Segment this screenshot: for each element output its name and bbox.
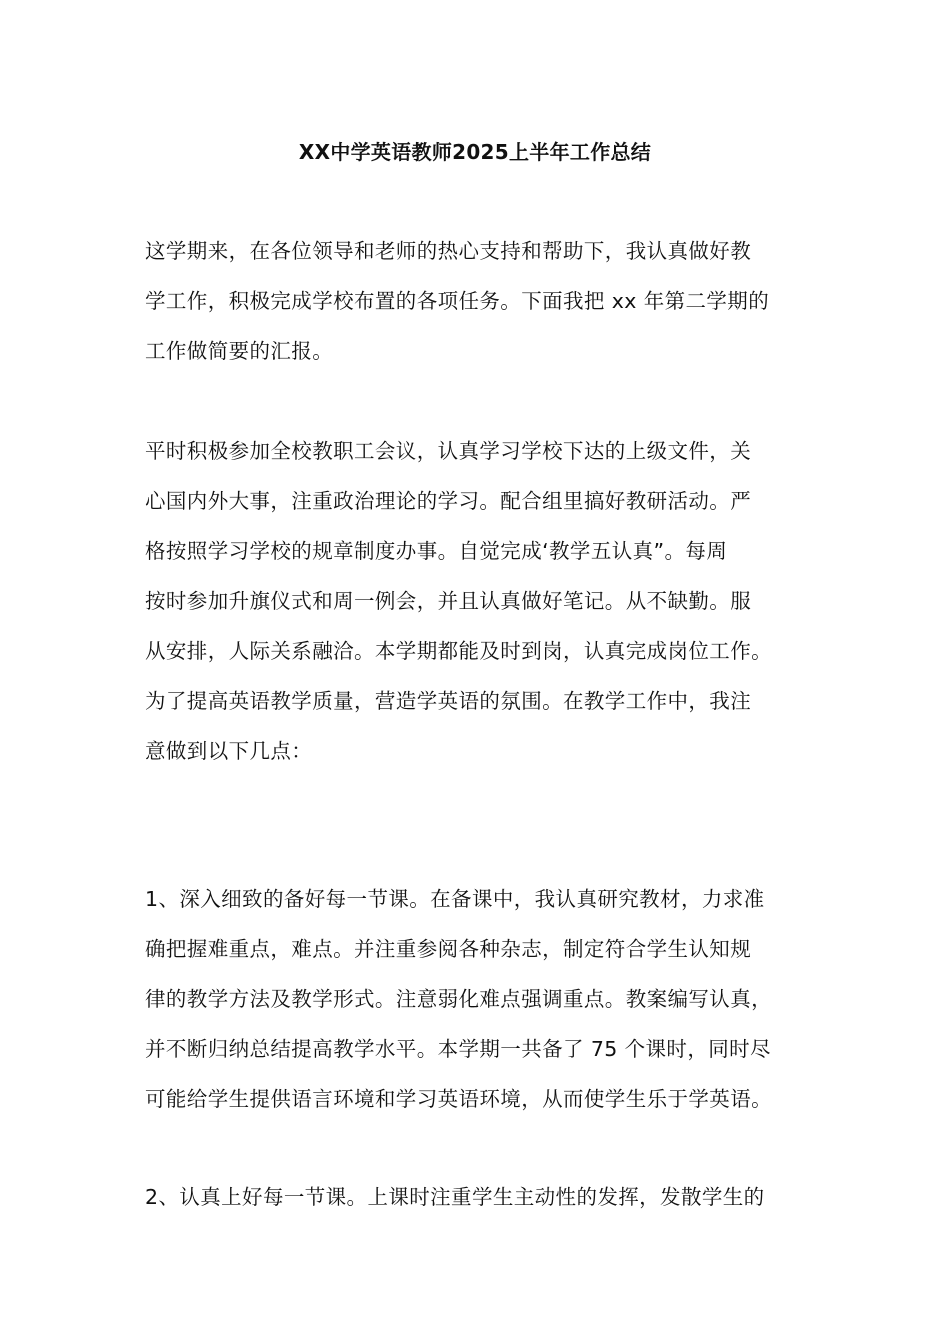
paragraph-line: 律的教学方法及教学形式。注意弱化难点强调重点。教案编写认真，	[145, 987, 772, 1011]
paragraph-teaching-quality	[145, 676, 810, 776]
paragraph-line: 按时参加升旗仪式和周一例会，并且认真做好笔记。从不缺勤。服	[145, 589, 752, 613]
paragraph-line: 2、认真上好每一节课。上课时注重学生主动性的发挥，发散学生的	[145, 1185, 765, 1209]
paragraph-line: 这学期来，在各位领导和老师的热心支持和帮助下，我认真做好教	[145, 239, 752, 263]
document-title: XX中学英语教师2025上半年工作总结	[298, 140, 652, 164]
paragraph-line: 1、深入细致的备好每一节课。在备课中，我认真研究教材，力求准	[145, 887, 765, 911]
paragraph-intro	[145, 226, 810, 376]
paragraph-daily-work	[145, 426, 810, 676]
paragraph-line: 心国内外大事，注重政治理论的学习。配合组里搞好教研活动。严	[145, 489, 752, 513]
paragraph-line: 并不断归纳总结提高教学水平。本学期一共备了 75 个课时，同时尽	[145, 1037, 771, 1061]
paragraph-classes	[145, 1172, 810, 1222]
paragraph-line: 工作做简要的汇报。	[145, 339, 334, 363]
paragraph-line: 学工作，积极完成学校布置的各项任务。下面我把 xx 年第二学期的	[145, 289, 770, 313]
paragraph-line: 从安排，人际关系融洽。本学期都能及时到岗，认真完成岗位工作。	[145, 639, 772, 663]
paragraph-line: 平时积极参加全校教职工会议，认真学习学校下达的上级文件，关	[145, 439, 752, 463]
paragraph-line: 可能给学生提供语言环境和学习英语环境，从而使学生乐于学英语。	[145, 1087, 772, 1111]
paragraph-lesson-prep	[145, 874, 810, 1124]
paragraph-line: 确把握难重点，难点。并注重参阅各种杂志，制定符合学生认知规	[145, 937, 752, 961]
paragraph-line: 为了提高英语教学质量，营造学英语的氛围。在教学工作中，我注	[145, 689, 752, 713]
paragraph-line: 格按照学习学校的规章制度办事。自觉完成‘教学五认真”。每周	[145, 539, 728, 563]
paragraph-line: 意做到以下几点：	[145, 739, 313, 763]
